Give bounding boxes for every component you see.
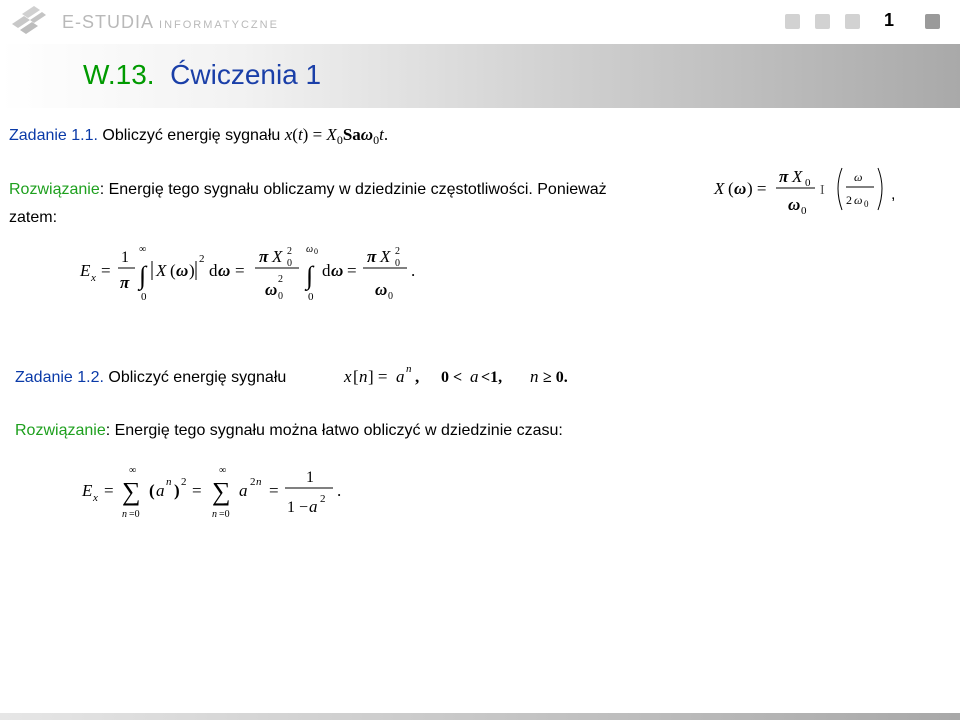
svg-text:0: 0 [388,291,393,302]
spectrum-formula [712,162,902,218]
svg-text:∞: ∞ [139,244,147,255]
svg-text:ω: ω [265,280,278,299]
svg-text:): ) [174,481,180,500]
svg-text:ω: ω [375,280,388,299]
svg-text:0 <: 0 < [441,369,463,386]
svg-text:x: x [93,492,98,504]
svg-text:I: I [820,183,825,198]
svg-text:ω: ω [854,170,863,184]
svg-text:a: a [470,367,479,386]
svg-text:X: X [380,247,391,266]
task-1-1-label: Zadanie 1.1. [9,127,98,144]
svg-text:2: 2 [846,193,852,207]
svg-text:ω: ω [176,261,189,280]
svg-text:=: = [192,481,202,500]
svg-text:ω: ω [331,261,344,280]
svg-text:X: X [714,179,725,198]
svg-text:n: n [406,363,412,375]
slide-title [83,58,321,92]
svg-text:E: E [80,261,91,280]
svg-text:1: 1 [306,469,314,486]
svg-text:d: d [209,261,218,280]
svg-text:.: . [337,481,342,500]
svg-text:a: a [396,367,405,386]
svg-text:∑: ∑ [212,477,231,506]
svg-text:0: 0 [141,291,147,303]
svg-text:(: ( [170,261,176,280]
brand-sub: INFORMATYCZNE [159,19,279,31]
energy-formula-1 [75,240,435,306]
title-number: W.13. [83,59,155,90]
svg-text:n: n [530,367,539,386]
svg-text:ω: ω [854,193,863,207]
svg-text:): ) [189,261,195,280]
svg-text:0: 0 [864,199,869,209]
task-1-2 [15,368,286,388]
svg-text:π: π [120,273,130,292]
task-1-1-text: Obliczyć energię sygnału [97,127,285,144]
nav-square-3[interactable] [845,14,860,29]
solution-1-comma: , [891,186,896,203]
svg-text:.: . [411,261,416,280]
svg-text:(: ( [728,179,734,198]
svg-text:n: n [256,476,262,488]
nav-square-2[interactable] [815,14,830,29]
svg-text:2: 2 [395,246,400,257]
top-bar [0,0,960,44]
svg-text:π: π [259,247,269,266]
svg-text:=: = [347,261,357,280]
svg-text:a: a [239,481,248,500]
svg-text:0: 0 [805,177,811,189]
svg-text:ω: ω [734,179,747,198]
svg-text:2: 2 [278,274,283,285]
svg-text:0: 0 [395,258,400,269]
task-1-2-label: Zadanie 1.2. [15,369,104,386]
bottom-bar [0,713,960,720]
svg-text:) =: ) = [747,179,767,198]
svg-text:2: 2 [199,253,205,265]
title-text: Ćwiczenia 1 [170,59,322,90]
svg-text:(: ( [149,481,155,500]
svg-text:=0: =0 [129,509,140,520]
svg-text:≥ 0.: ≥ 0. [543,369,568,386]
solution-2-text: : Energię tego sygnału można łatwo obliczyć w dziedzinie czasu: [105,422,563,439]
svg-text:,: , [415,367,420,386]
svg-text:0: 0 [278,291,283,302]
svg-text:2: 2 [287,246,292,257]
svg-text:[: [ [353,367,359,386]
svg-text:a: a [309,497,318,516]
svg-text:0: 0 [308,291,314,303]
svg-text:n: n [166,476,172,488]
svg-text:∑: ∑ [122,477,141,506]
svg-text:x: x [91,272,96,284]
task-1-1: Zadanie 1.1. Obliczyć energię sygnału $x(t) = X_0Sa\omega_0t$. [9,125,389,147]
svg-text:0: 0 [801,205,807,217]
svg-text:∞: ∞ [129,465,137,476]
svg-text:<1,: <1, [481,369,503,386]
svg-text:=: = [269,481,279,500]
svg-text:] =: ] = [368,367,388,386]
svg-text:n: n [212,509,217,520]
nav-square-4[interactable] [925,14,940,29]
svg-text:∫: ∫ [306,261,314,290]
svg-text:2: 2 [181,476,187,488]
svg-text:X: X [156,261,167,280]
svg-text:E: E [82,481,93,500]
svg-text:0: 0 [314,247,318,256]
brand-main: E-STUDIA [62,12,154,32]
energy-formula-2 [78,460,368,526]
svg-text:x: x [344,367,352,386]
svg-text:d: d [322,261,331,280]
page-number: 1 [884,10,895,30]
svg-text:ω: ω [306,244,314,255]
logo-icon [10,4,46,38]
title-bar [0,44,960,108]
solution-1-text: : Energię tego sygnału obliczamy w dziedzinie częstotliwości. Ponieważ [99,181,607,198]
svg-text:=: = [235,261,245,280]
task-1-2-formula [340,360,580,390]
svg-text:∞: ∞ [219,465,227,476]
solution-1-label: Rozwiązanie [9,181,100,198]
nav-square-1[interactable] [785,14,800,29]
svg-text:π: π [367,247,377,266]
svg-text:1: 1 [121,249,129,266]
svg-text:ω: ω [788,195,801,214]
svg-text:n: n [359,367,368,386]
svg-text:2: 2 [320,493,326,505]
svg-text:=: = [104,481,114,500]
svg-text:a: a [156,481,165,500]
solution-1 [9,180,607,200]
brand-name [62,12,279,33]
solution-2 [15,421,563,441]
svg-text:X: X [792,167,803,186]
svg-text:∫: ∫ [139,261,147,290]
svg-text:X: X [272,247,283,266]
svg-text:0: 0 [287,258,292,269]
svg-text:2: 2 [250,476,256,488]
solution-1-after: zatem: [9,209,58,226]
svg-text:n: n [122,509,127,520]
svg-text:=: = [101,261,111,280]
svg-text:π: π [779,167,789,186]
svg-text:ω: ω [218,261,231,280]
solution-2-label: Rozwiązanie [15,422,106,439]
svg-text:1 −: 1 − [287,499,309,516]
task-1-2-text: Obliczyć energię sygnału [103,369,287,386]
svg-text:=0: =0 [219,509,230,520]
